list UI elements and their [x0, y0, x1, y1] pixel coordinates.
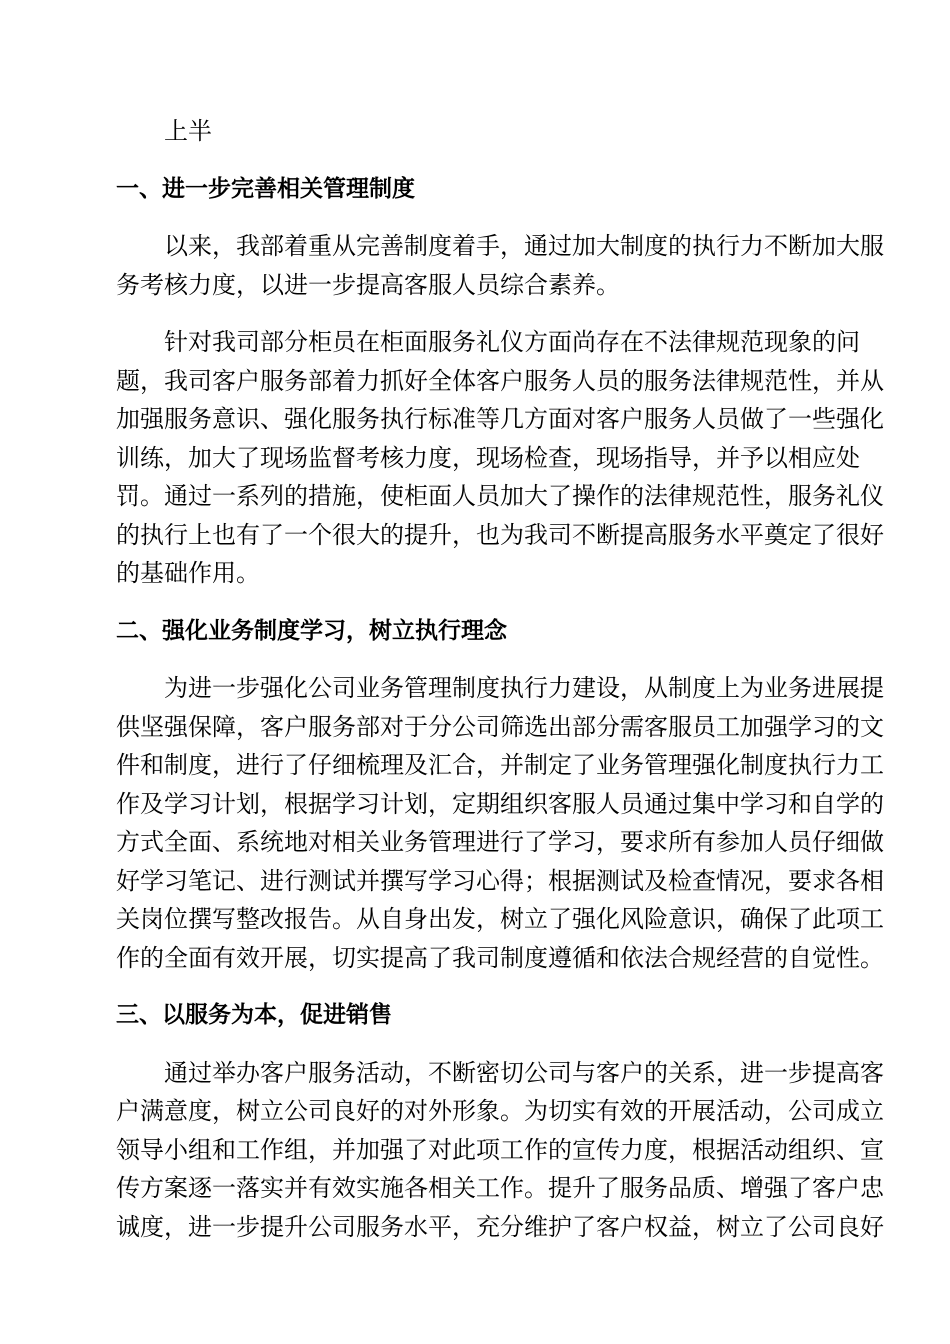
text-line: 户满意度，树立公司良好的对外形象。为切实有效的开展活动，公司成立	[116, 1097, 884, 1125]
section-heading-3: 三、以服务为本，促进销售	[116, 1002, 392, 1028]
intro-text: 上半	[164, 117, 212, 145]
text-line: 针对我司部分柜员在柜面服务礼仪方面尚存在不法律规范现象的问	[164, 328, 860, 356]
text-line: 件和制度，进行了仔细梳理及汇合，并制定了业务管理强化制度执行力工	[116, 751, 884, 779]
intro-paragraph	[116, 112, 836, 151]
text-line: 以来，我部着重从完善制度着手，通过加大制度的执行力不断加大服	[164, 232, 884, 260]
text-line: 供坚强保障，客户服务部对于分公司筛选出部分需客服员工加强学习的文	[116, 712, 884, 741]
section-heading-2: 二、强化业务制度学习，树立执行理念	[116, 617, 507, 644]
text-line: 务考核力度，以进一步提高客服人员综合素养。	[116, 270, 620, 299]
text-line: 诚度，进一步提升公司服务水平，充分维护了客户权益，树立了公司良好	[116, 1212, 884, 1241]
section-3-paragraph-1	[116, 1054, 884, 1247]
text-line: 方式全面、系统地对相关业务管理进行了学习，要求所有参加人员仔细做	[116, 828, 884, 856]
text-line: 为进一步强化公司业务管理制度执行力建设，从制度上为业务进展提	[164, 674, 884, 702]
text-line: 题，我司客户服务部着力抓好全体客户服务人员的服务法律规范性，并从	[116, 366, 884, 395]
text-line: 训练，加大了现场监督考核力度，现场检查，现场指导，并予以相应处	[116, 443, 860, 472]
text-line: 通过举办客户服务活动，不断密切公司与客户的关系，进一步提高客	[164, 1058, 884, 1087]
text-line: 作及学习计划，根据学习计划，定期组织客服人员通过集中学习和自学的	[116, 789, 884, 818]
text-line: 的执行上也有了一个很大的提升，也为我司不断提高服务水平奠定了很好	[116, 520, 884, 549]
text-line: 罚。通过一系列的措施，使柜面人员加大了操作的法律规范性，服务礼仪	[116, 482, 884, 510]
text-line: 关岗位撰写整改报告。从自身出发，树立了强化风险意识，确保了此项工	[116, 905, 884, 933]
text-line: 传方案逐一落实并有效实施各相关工作。提升了服务品质、增强了客户忠	[116, 1174, 884, 1202]
text-line: 作的全面有效开展，切实提高了我司制度遵循和依法合规经营的自觉性。	[116, 943, 884, 972]
section-1-paragraph-1	[116, 227, 884, 304]
section-1-paragraph-2	[116, 323, 884, 593]
text-line: 加强服务意识、强化服务执行标准等几方面对客户服务人员做了一些强化	[116, 405, 884, 433]
section-2-paragraph-1	[116, 669, 884, 977]
section-heading-1: 一、进一步完善相关管理制度	[116, 175, 415, 202]
document-body	[116, 112, 884, 1265]
text-line: 领导小组和工作组，并加强了对此项工作的宣传力度，根据活动组织、宣	[116, 1135, 884, 1164]
text-line: 好学习笔记、进行测试并撰写学习心得；根据测试及检查情况，要求各相	[116, 866, 884, 895]
text-line: 的基础作用。	[116, 559, 260, 587]
